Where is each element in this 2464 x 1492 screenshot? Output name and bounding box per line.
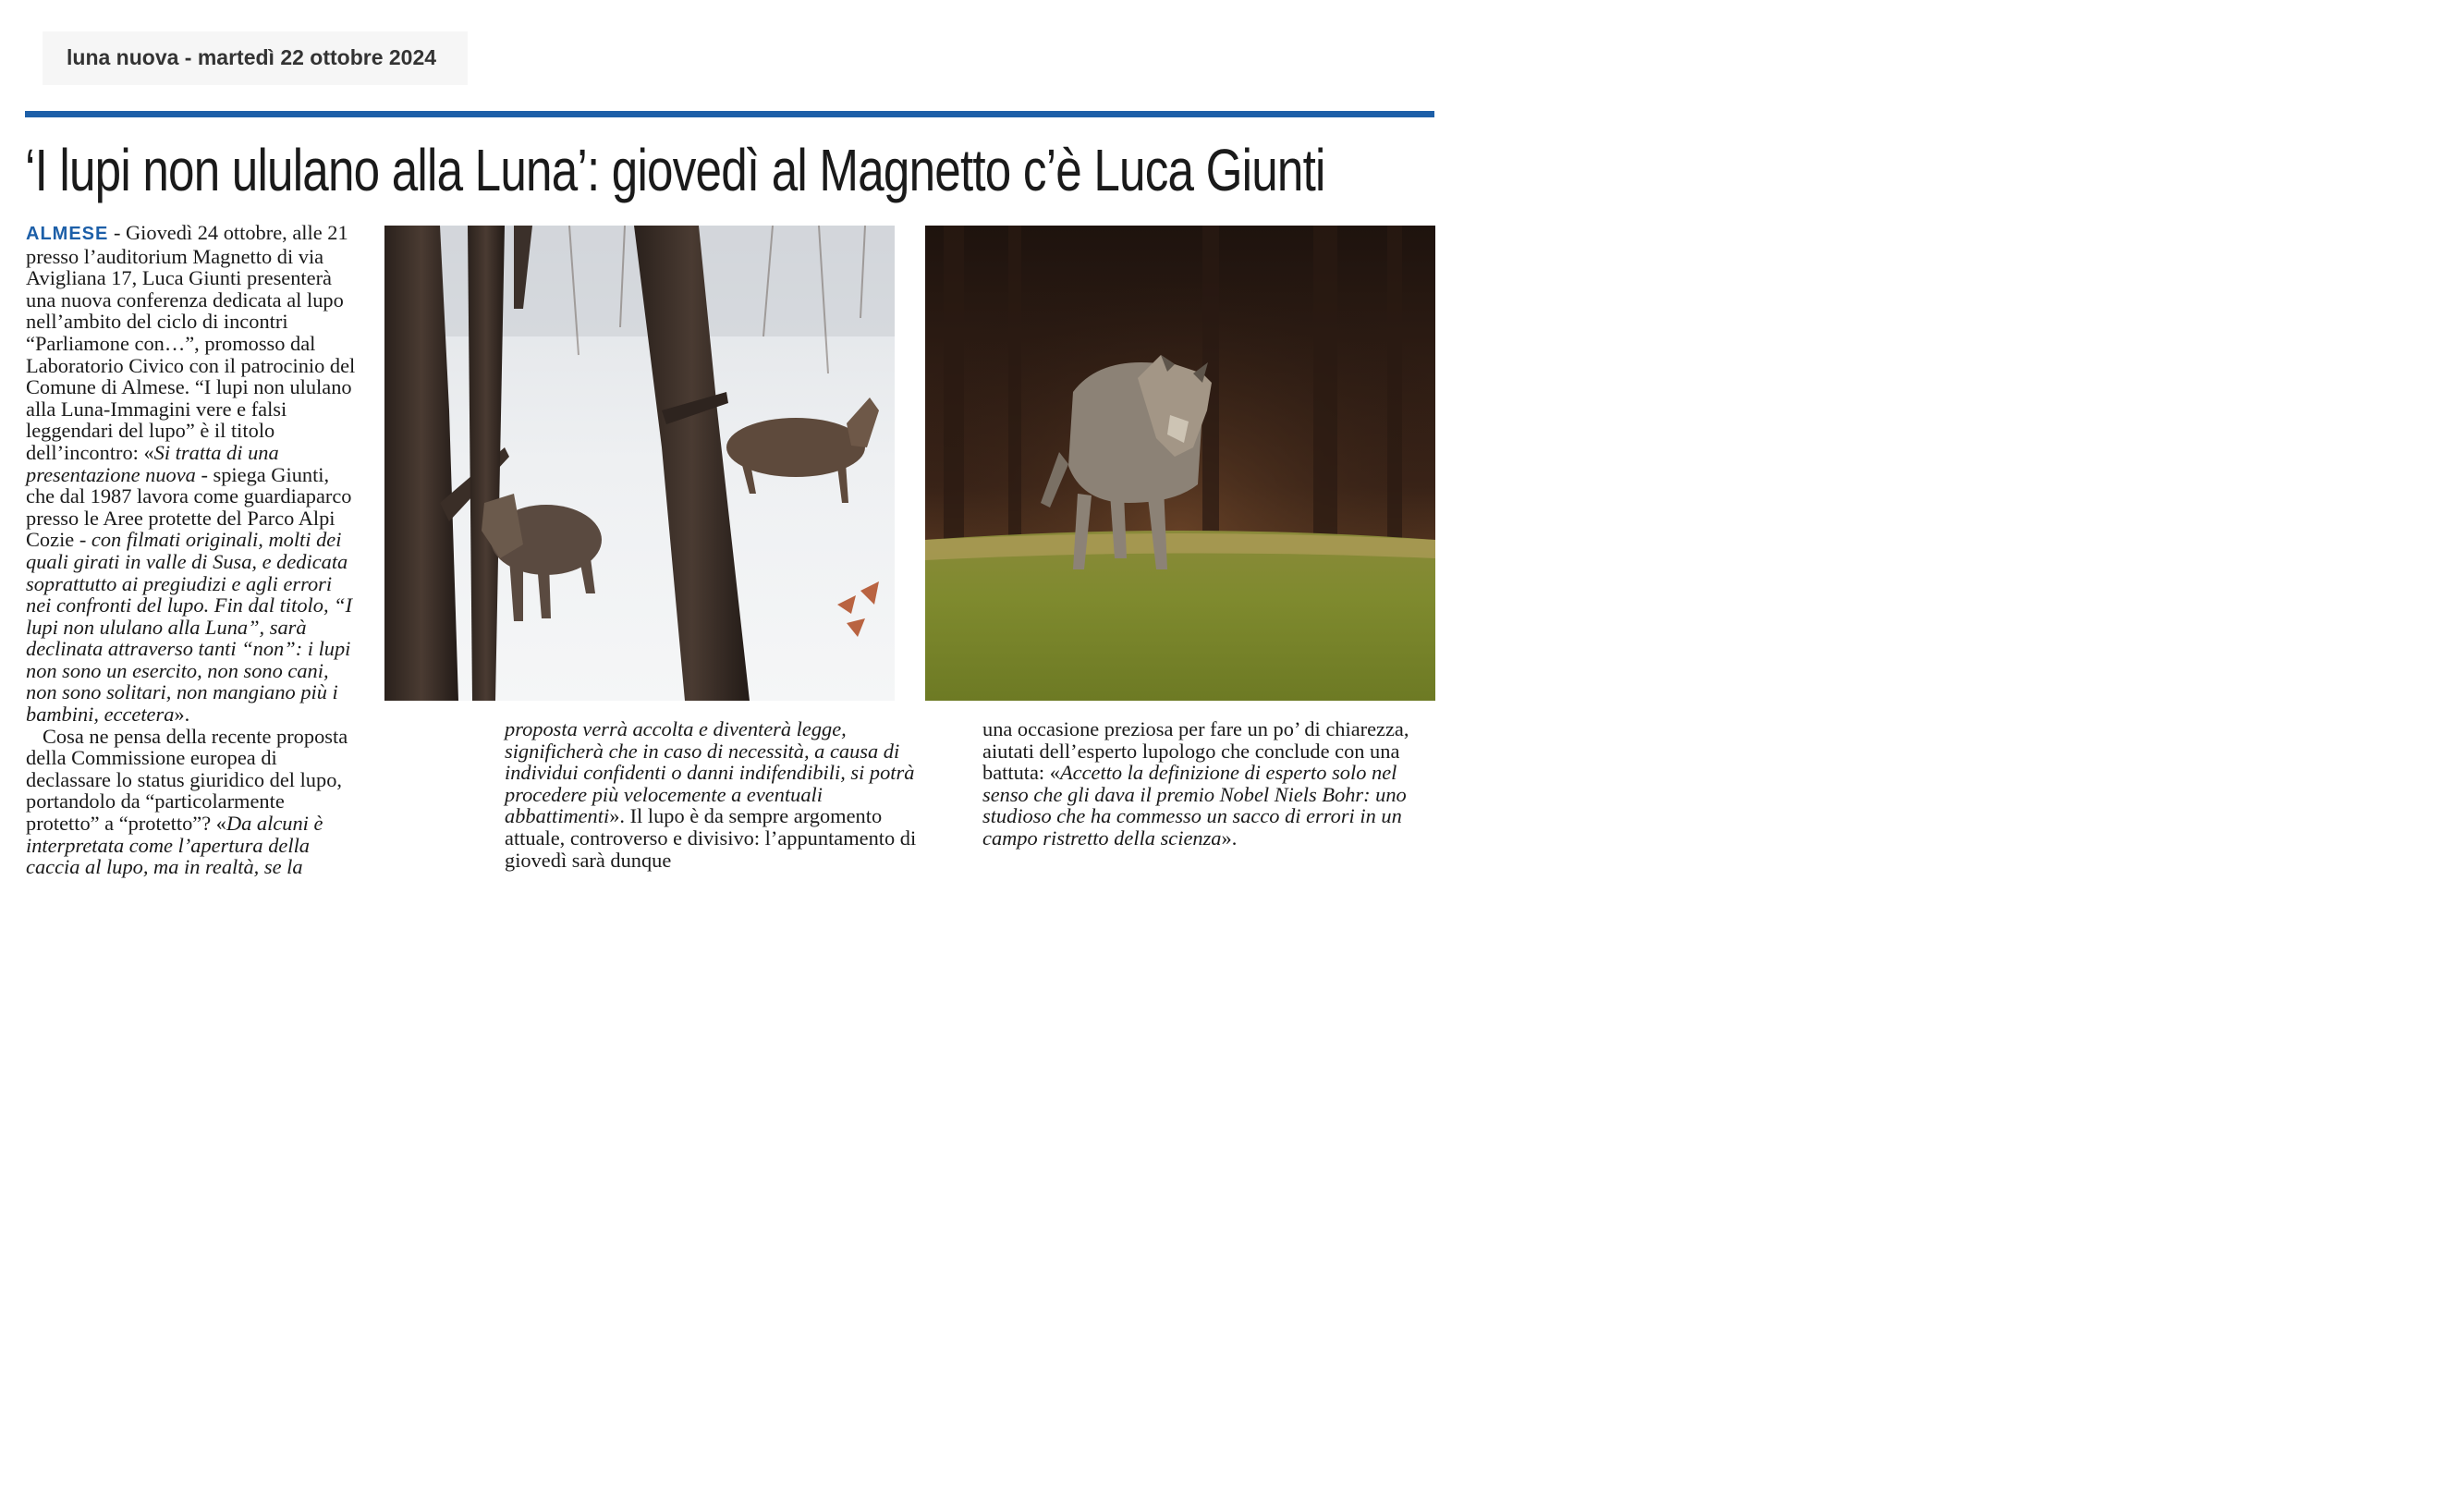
article-column-left xyxy=(26,222,359,878)
mid-text: - spiega Giunti, che dal 1987 lavora come guardiaparco presso le Aree protette del Parco Alpi Cozie - xyxy=(26,462,352,552)
headline: ‘I lupi non ululano alla Luna’: giovedì al Magnetto c’è Luca Giunti xyxy=(25,137,1325,203)
middle-rest: ». Il lupo è da sempre argomento attuale, controverso e divisivo: l’appuntamento di giovedì sarà dunque xyxy=(505,804,917,872)
paragraph-2: Cosa ne pensa della recente proposta della Commissione europea di declassare lo status giuridico del lupo, portandolo da “particolarmente protetto” a “protetto”? « xyxy=(26,724,348,836)
quote-3: Da alcuni è interpretata come l’apertura della caccia al lupo, ma in realtà, se la xyxy=(26,812,323,879)
quote-2: con filmati originali, molti dei quali girati in valle di Susa, e dedicata soprattutto ai pregiudizi e agli errori nei confronti del lupo. Fin dal titolo, “I lupi non ululano alla Luna”, sarà declinata attraverso tanti “non”: i lupi non sono un esercito, non sono cani, non sono solitari, non mangiano più i bambini, eccetera xyxy=(26,528,353,727)
lead-text: - Giovedì 24 ottobre, alle 21 presso l’auditorium Magnetto di via Avigliana 17, Luca Giunti presenterà una nuova conferenza dedicata al lupo nell’ambito del ciclo di incontri “Parliamone con…”, promosso dal Laboratorio Civico con il patrocinio del Comune di Almese. “I lupi non ululano alla Luna-Immagini vere e falsi leggendari del lupo” è il titolo dell’incontro: « xyxy=(26,221,356,464)
quote-1: Si tratta di una presentazione nuova xyxy=(26,440,279,486)
quote-5-end: ». xyxy=(1221,825,1238,850)
dateline: ALMESE xyxy=(26,224,109,244)
photo-wolf-meadow xyxy=(925,226,1435,701)
photo-wolves-snow xyxy=(384,226,895,701)
quote-5: Accetto la definizione di esperto solo nel senso che gli dava il premio Nobel Niels Bohr: uno studioso che ha commesso un sacco di errori in un campo ristretto della scienza xyxy=(982,761,1407,850)
masthead xyxy=(43,31,468,85)
quote-4: proposta verrà accolta e diventerà legge, significherà che in caso di necessità, a causa di individui confidenti o danni indifendibili, si potrà procedere più velocemente a eventuali abbattimenti xyxy=(505,717,915,828)
right-text: una occasione preziosa per fare un po’ di chiarezza, aiutati dell’esperto lupologo che conclude con una battuta: « xyxy=(982,717,1409,785)
article-column-middle xyxy=(505,718,939,871)
quote-2-end: ». xyxy=(174,703,190,727)
masthead-text: luna nuova - martedì 22 ottobre 2024 xyxy=(67,45,437,69)
header-rule xyxy=(25,111,1434,117)
article-column-right xyxy=(982,718,1424,850)
